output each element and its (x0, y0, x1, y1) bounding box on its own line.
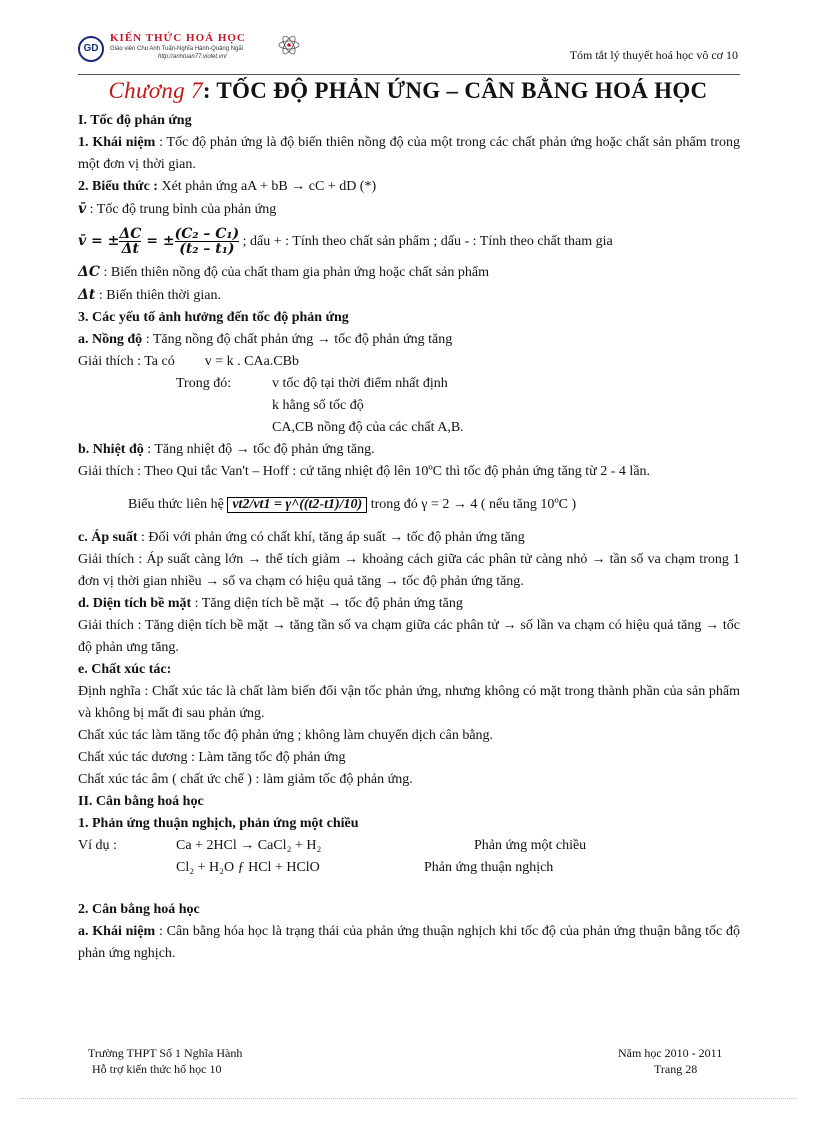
paragraph: Giải thích : Theo Qui tắc Van't – Hoff : cứ tăng nhiệt độ lên 10ºC thì tốc độ phản ứng tăng từ 2 - 4 lần. (78, 464, 651, 479)
subheading: d. Diện tích bề mặt (78, 596, 192, 611)
atom-icon (278, 34, 300, 56)
logo-title: KIẾN THỨC HOÁ HỌC (110, 32, 246, 44)
paragraph: Trong đó: (176, 376, 232, 391)
paragraph: Định nghĩa : Chất xúc tác là chất làm biến đổi vận tốc phản ứng, nhưng không có mặt trong thành phần của sản phẩm và không bị mất đi sau phản ứng. (78, 684, 740, 721)
reaction-note: Phản ứng một chiều (474, 838, 587, 853)
school-year: Năm học 2010 - 2011 (618, 1046, 723, 1060)
footer-left (88, 1045, 242, 1077)
footer-right (618, 1045, 722, 1077)
logo-mark: GD (78, 36, 104, 62)
paragraph: Giải thích : Ta có (78, 354, 175, 369)
paragraph: Chất xúc tác dương : Làm tăng tốc độ phản ứng (78, 750, 346, 765)
school-name: Trường THPT Số 1 Nghĩa Hành (88, 1046, 243, 1060)
rate-equation: v = k . CAa.CBb (204, 354, 299, 369)
support-text: Hỗ trợ kiến thức hố học 10 (92, 1062, 222, 1076)
subheading: b. Nhiệt độ (78, 442, 144, 457)
page-number: Trang 28 (654, 1062, 698, 1076)
paragraph: Giải thích : Tăng diện tích bề mặt → tăng tần số va chạm giữa các phân tử → số lần va chạm có hiệu quả tăng → tốc độ phản ưng tăng. (78, 618, 740, 655)
subheading: a. Khái niệm (78, 924, 156, 939)
reaction-equation: Ca + 2HCl → CaCl₂ + H₂ (176, 838, 322, 853)
subheading: a. Nồng độ (78, 332, 143, 347)
formula-note: ; dấu + : Tính theo chất sản phẩm ; dấu - : Tính theo chất tham gia (239, 234, 613, 249)
fraction-denominator: (t₂ – t₁) (179, 241, 235, 258)
fraction (119, 227, 141, 256)
paragraph: : Biến thiên thời gian. (95, 288, 221, 303)
subheading: 2. Cân bằng hoá học (78, 902, 200, 917)
reaction-equation: Cl₂ + H₂O ƒ HCl + HClO (176, 860, 320, 875)
fraction-numerator: ΔC (119, 226, 142, 243)
vant-hoff-formula-box: vt2/vt1 = γ^((t2-t1)/10) (227, 497, 367, 513)
subheading: 2. Biểu thức : (78, 179, 158, 194)
fraction (175, 227, 240, 256)
paragraph: CA,CB nồng độ của các chất A,B. (272, 420, 464, 435)
paragraph: Ví dụ : (78, 838, 117, 853)
delta-c-symbol: ΔC (78, 264, 101, 280)
paragraph: : Cân bằng hóa học là trạng thái của phản ứng thuận nghịch khi tốc độ của phản ứng thuận bằng tốc độ phản ứng nghịch. (78, 924, 740, 961)
paragraph: Giải thích : Áp suất càng lớn → thể tích giảm → khoảng cách giữa các phân tử càng nhỏ → tần số va chạm trong 1 đơn vị thời gian nhiều → số va chạm có hiệu quả tăng → tốc độ phản ứng tăng. (78, 552, 740, 589)
paragraph: : Đối với phản ứng có chất khí, tăng áp suất → tốc độ phản ứng tăng (137, 530, 525, 545)
paragraph: : Tốc độ phản ứng là độ biến thiên nồng độ của một trong các chất phản ứng hoặc chất sản phẩm trong một đơn vị thời gian. (78, 135, 740, 172)
subheading: c. Áp suất (78, 530, 138, 545)
reaction-note: Phản ứng thuận nghịch (424, 860, 554, 875)
paragraph: Biểu thức liên hệ (128, 497, 224, 512)
paragraph: : Biến thiên nồng độ của chất tham gia phản ứng hoặc chất sản phẩm (100, 265, 489, 280)
main-content (78, 110, 740, 965)
fraction-numerator: (C₂ – C₁) (174, 226, 240, 243)
paragraph: : Tăng nhiệt độ → tốc độ phản ứng tăng. (143, 442, 375, 457)
paragraph: : Tăng diện tích bề mặt → tốc độ phản ứng tăng (191, 596, 463, 611)
subheading: 1. Phản ứng thuận nghịch, phản ứng một chiều (78, 816, 359, 831)
chapter-title: : TỐC ĐỘ PHẢN ỨNG – CÂN BẰNG HOÁ HỌC (202, 78, 708, 103)
subheading: 3. Các yếu tố ảnh hưởng đến tốc độ phản ứng (78, 310, 349, 325)
formula-part: v̄ = ± (78, 233, 120, 249)
vbar-symbol: v̄ (78, 201, 87, 217)
logo (78, 32, 308, 68)
paragraph: v tốc độ tại thời điểm nhất định (272, 376, 448, 391)
paragraph: : Tốc độ trung bình của phản ứng (86, 202, 277, 217)
fraction-denominator: Δt (121, 241, 140, 258)
formula-part: = ± (141, 233, 175, 249)
document-title: Tóm tắt lý thuyết hoá học vô cơ 10 (569, 48, 738, 62)
chapter-label: Chương 7 (108, 78, 203, 103)
section-heading: I. Tốc độ phản ứng (78, 113, 192, 128)
chapter-heading (0, 78, 816, 104)
subheading: e. Chất xúc tác: (78, 662, 172, 677)
paragraph: : Tăng nồng độ chất phản ứng → tốc độ phản ứng tăng (142, 332, 453, 347)
logo-url: http://anhtuan77.violet.vn/ (158, 54, 227, 60)
paragraph: k hằng số tốc độ (272, 398, 364, 413)
section-heading: II. Cân bằng hoá học (78, 794, 204, 809)
header-divider (78, 74, 740, 75)
paragraph: Chất xúc tác âm ( chất ức chế ) : làm giảm tốc độ phản ứng. (78, 772, 413, 787)
bottom-dotted-line (20, 1098, 796, 1099)
delta-t-symbol: Δt (78, 287, 96, 303)
subheading: 1. Khái niệm (78, 135, 156, 150)
logo-subtitle: Giáo viên Chu Anh Tuấn-Nghĩa Hành-Quảng Ngãi (110, 46, 244, 52)
paragraph: Xét phản ứng aA + bB → cC + dD (*) (157, 179, 377, 194)
paragraph: Chất xúc tác làm tăng tốc độ phản ứng ; không làm chuyển dịch cân bằng. (78, 728, 494, 743)
paragraph: trong đó γ = 2 → 4 ( nếu tăng 10ºC ) (370, 497, 577, 512)
